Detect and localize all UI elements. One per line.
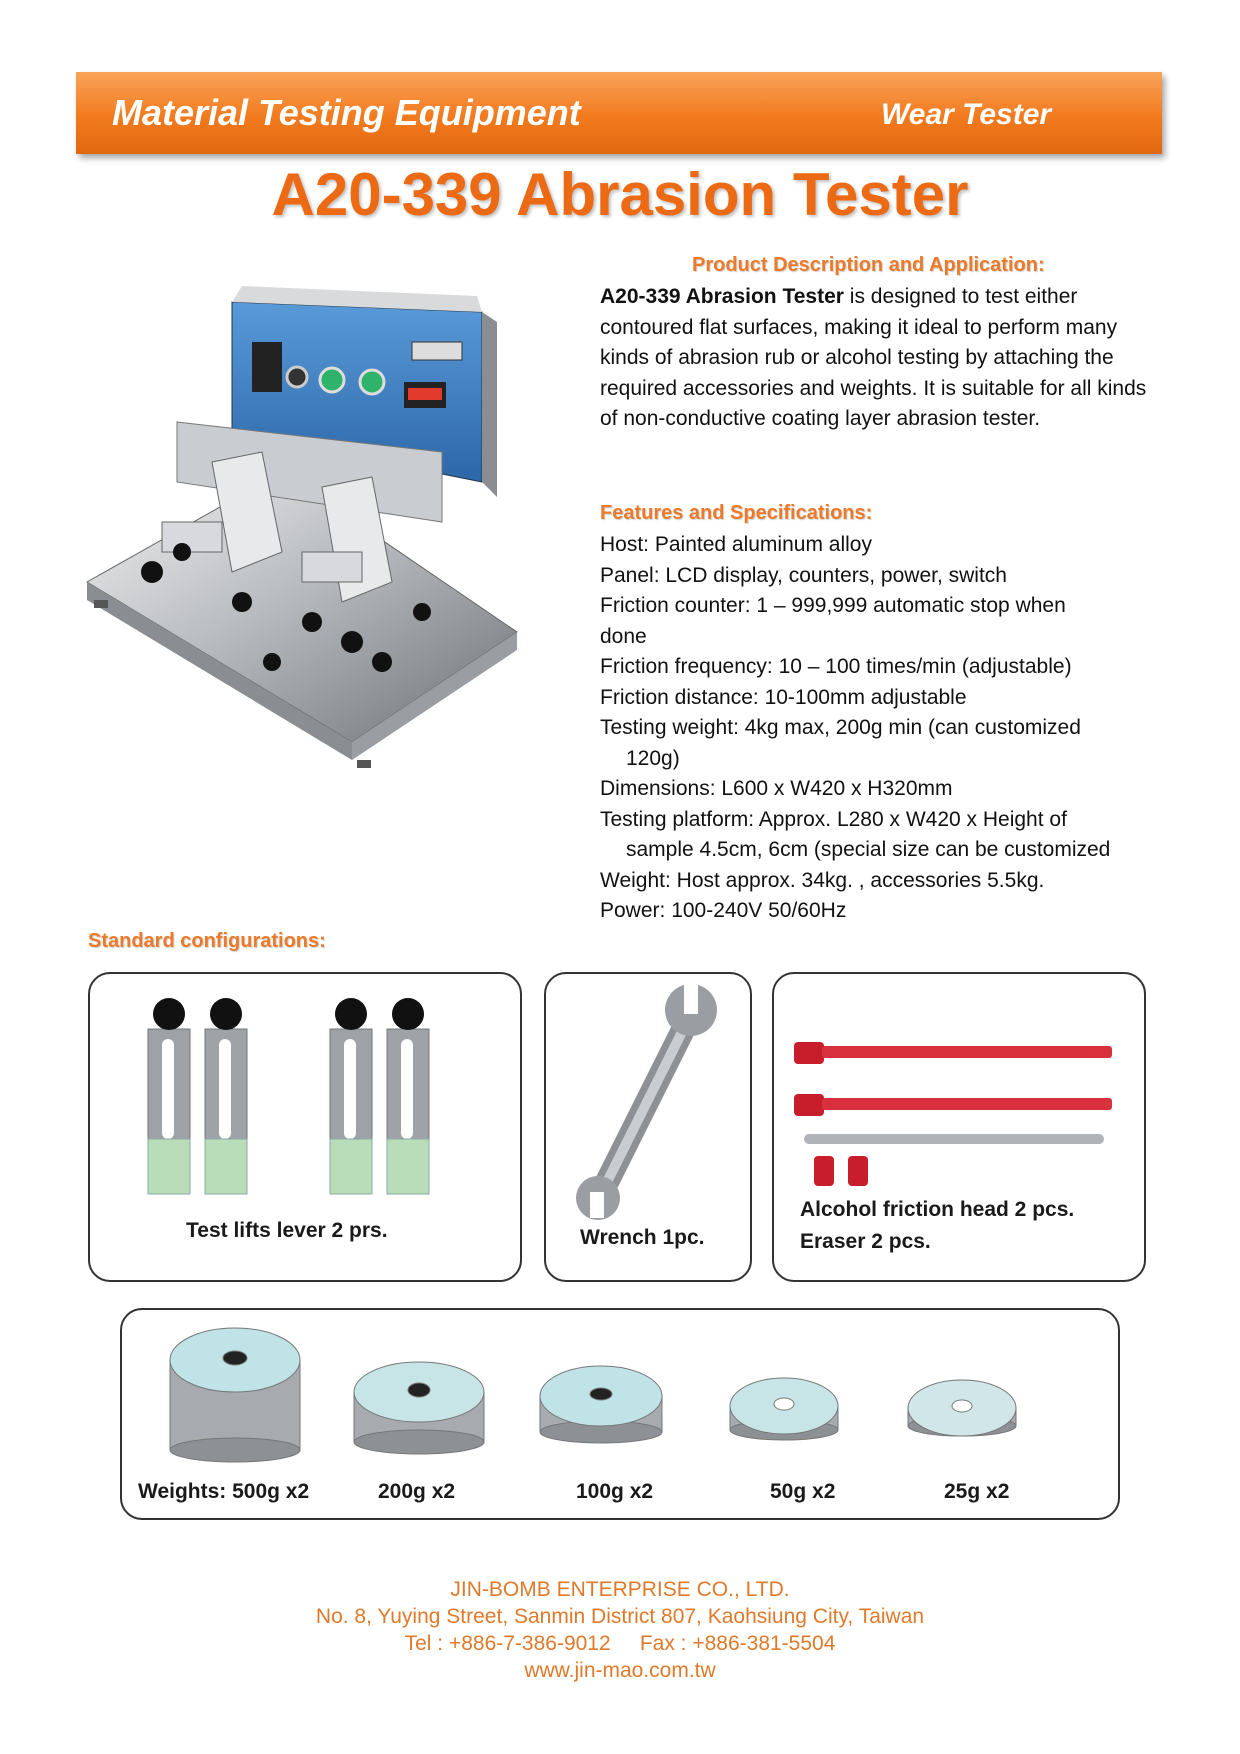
weights-panel — [120, 1308, 1120, 1520]
spec-line: Friction distance: 10-100mm adjustable — [600, 685, 967, 709]
spec-line: Dimensions: L600 x W420 x H320mm — [600, 777, 953, 800]
spec-line: Power: 100-240V 50/60Hz — [600, 899, 847, 922]
levers-caption: Test lifts lever 2 prs. — [186, 1219, 388, 1242]
description-heading: Product Description and Application: — [692, 254, 1045, 276]
wrench-caption: Wrench 1pc. — [580, 1226, 705, 1249]
spec-line: Testing platform: Approx. L280 x W420 x Height of — [600, 807, 1067, 831]
features-heading: Features and Specifications: — [600, 502, 873, 524]
spec-line: Host: Painted aluminum alloy — [600, 533, 872, 556]
spec-line: Weight: Host approx. 34kg. , accessories 5.5kg. — [600, 868, 1045, 892]
product-name: A20-339 Abrasion Tester — [600, 285, 844, 308]
description-text — [600, 282, 1160, 435]
spec-line: done — [600, 624, 647, 648]
weight-100g-label: 100g x2 — [576, 1480, 654, 1503]
subcategory-label: Wear Tester — [881, 98, 1052, 131]
wrench-panel — [544, 972, 752, 1282]
spec-line: Friction frequency: 10 – 100 times/min (adjustable) — [600, 655, 1072, 678]
features-list — [600, 530, 1160, 927]
spec-line: Friction counter: 1 – 999,999 automatic stop when — [600, 594, 1066, 617]
standard-heading: Standard configurations: — [88, 930, 326, 952]
header-banner — [76, 72, 1162, 154]
weight-500g-label: Weights: 500g x2 — [138, 1480, 310, 1503]
spec-line: sample 4.5cm, 6cm (special size can be customized — [626, 838, 1111, 861]
alcohol-caption: Alcohol friction head 2 pcs. — [800, 1198, 1075, 1221]
company-address: No. 8, Yuying Street, Sanmin District 807, Kaohsiung City, Taiwan — [315, 1605, 925, 1628]
levers-panel — [88, 972, 522, 1282]
weight-25g-label: 25g x2 — [944, 1480, 1010, 1503]
spec-line: Panel: LCD display, counters, power, switch — [600, 563, 1007, 587]
company-website[interactable]: www.jin-mao.com.tw — [524, 1659, 716, 1682]
spec-line: Testing weight: 4kg max, 200g min (can customized — [600, 716, 1081, 739]
company-name: JIN-BOMB ENTERPRISE CO., LTD. — [450, 1578, 790, 1601]
weight-200g-label: 200g x2 — [378, 1480, 456, 1503]
weight-50g-label: 50g x2 — [770, 1480, 836, 1503]
alcohol-head-panel — [772, 972, 1146, 1282]
page-title: A20-339 Abrasion Tester — [271, 161, 969, 228]
eraser-caption: Eraser 2 pcs. — [800, 1230, 931, 1253]
category-label: Material Testing Equipment — [112, 92, 581, 133]
description-body: is designed to test either contoured flat surfaces, making it ideal to perform many kinds of abrasion rub or alcohol testing by attaching the required accessories and weights. It is suitable for all kinds of non-conductive coating layer abrasion tester. — [600, 285, 1147, 430]
machine-image — [82, 282, 522, 782]
footer — [0, 1576, 1240, 1684]
company-phone: Tel : +886-7-386-9012 Fax : +886-381-5504 — [404, 1632, 836, 1655]
spec-line: 120g) — [626, 746, 680, 770]
